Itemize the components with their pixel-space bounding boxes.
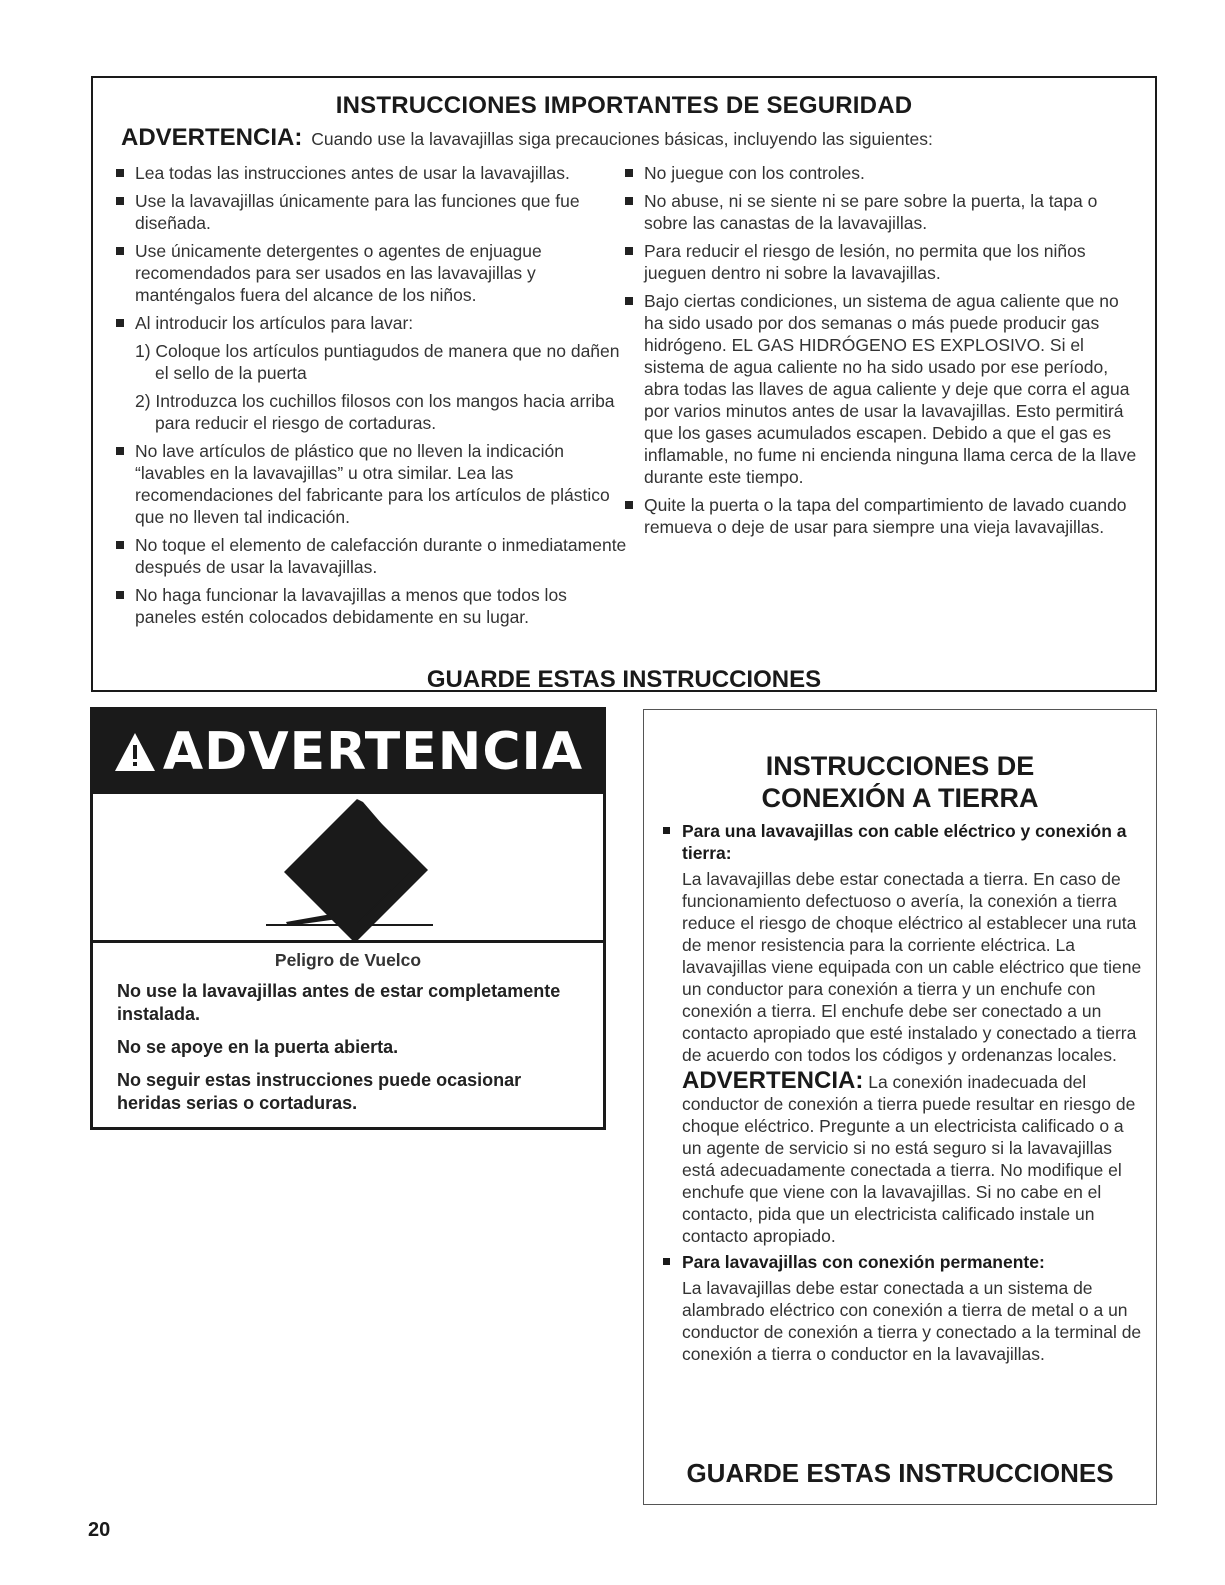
bullet-icon	[116, 541, 124, 549]
list-item: No lave artículos de plástico que no lleven la indicación “lavables en la lavavajillas” u otra similar. Lea las recomendaciones del fabricante para los artículos de plástico que no lleven tal indicación.	[113, 440, 633, 528]
list-item: Para reducir el riesgo de lesión, no permita que los niños jueguen dentro ni sobre la lavavajillas.	[622, 240, 1142, 284]
warning-line: No seguir estas instrucciones puede ocasionar heridas serias o cortaduras.	[117, 1070, 522, 1113]
warning-triangle-icon	[113, 730, 157, 774]
bullet-icon	[116, 447, 124, 455]
warning-figure	[93, 794, 603, 943]
list-item: No toque el elemento de calefacción durante o inmediatamente después de usar la lavavajillas.	[113, 534, 633, 578]
warning-header-text: ADVERTENCIA	[162, 722, 584, 782]
right-instruction-list	[622, 162, 1142, 544]
list-item: Quite la puerta o la tapa del compartimiento de lavado cuando remueva o deje de usar para siempre una vieja lavavajillas.	[622, 494, 1142, 538]
bullet-icon	[625, 501, 633, 509]
bullet-icon	[625, 169, 633, 177]
safety-title: INSTRUCCIONES IMPORTANTES DE SEGURIDAD	[335, 92, 913, 119]
grounding-subheading: Para lavavajillas con conexión permanente:	[660, 1251, 1146, 1273]
grounding-subheading: Para una lavavajillas con cable eléctrico y conexión a tierra:	[660, 820, 1146, 864]
warning-line: No se apoye en la puerta abierta.	[117, 1037, 399, 1057]
bullet-icon	[663, 827, 670, 834]
grounding-warning: ADVERTENCIA: La conexión inadecuada del conductor de conexión a tierra puede resultar en riesgo de choque eléctrico. Pregunte a un electricista calificado o a un agente de servicio si no está seguro si la lavavajillas está adecuadamente conectada a tierra. No modifique el enchufe que viene con la lavavajillas. Si no cabe en el contacto, pida que un electricista calificado instale un contacto apropiado.	[682, 1067, 1136, 1246]
save-instructions-heading: GUARDE ESTAS INSTRUCCIONES	[686, 1458, 1114, 1488]
warning-word: ADVERTENCIA:	[682, 1067, 864, 1094]
hazard-title: Peligro de Vuelco	[274, 950, 422, 970]
bullet-icon	[625, 297, 633, 305]
tip-over-warning-box	[90, 707, 606, 1130]
bullet-icon	[116, 197, 124, 205]
list-item: No haga funcionar la lavavajillas a menos que todos los paneles estén colocados debidamente en su lugar.	[113, 584, 633, 628]
list-item: Use la lavavajillas únicamente para las funciones que fue diseñada.	[113, 190, 633, 234]
bullet-icon	[116, 591, 124, 599]
list-item: Use únicamente detergentes o agentes de enjuague recomendados para ser usados en las lavavajillas y manténgalos fuera del alcance de los niños.	[113, 240, 633, 306]
bullet-icon	[116, 319, 124, 327]
tipping-dishwasher-icon	[93, 794, 603, 940]
warning-text	[117, 980, 587, 1125]
grounding-instructions-box	[643, 709, 1157, 1505]
bullet-icon	[663, 1258, 670, 1265]
save-instructions-heading: GUARDE ESTAS INSTRUCCIONES	[426, 666, 822, 693]
list-item: Lea todas las instrucciones antes de usar la lavavajillas.	[113, 162, 633, 184]
bullet-icon	[116, 247, 124, 255]
safety-instructions-box	[91, 76, 1157, 692]
grounding-title: INSTRUCCIONES DE CONEXIÓN A TIERRA	[761, 751, 1039, 813]
warning-word: ADVERTENCIA:	[121, 124, 303, 151]
warning-header	[93, 710, 603, 794]
intro-text: Cuando use la lavavajillas siga precauciones básicas, incluyendo las siguientes:	[311, 129, 933, 149]
list-item: Bajo ciertas condiciones, un sistema de agua caliente que no ha sido usado por dos semanas o más puede producir gas hidrógeno. EL GAS HIDRÓGENO ES EXPLOSIVO. Si el sistema de agua caliente no ha sido usado por ese período, abra todas las llaves de agua caliente y deje que corra el agua por varios minutos antes de usar la lavavajillas. Esto permitirá que los gases acumulados escapen. Debido a que el gas es inflamable, no fume ni encienda ninguna llama cerca de la llave durante este tiempo.	[622, 290, 1142, 488]
page-number: 20	[88, 1519, 111, 1541]
list-item: No abuse, ni se siente ni se pare sobre la puerta, la tapa o sobre las canastas de la lavavajillas.	[622, 190, 1142, 234]
sub-list-item: 1) Coloque los artículos puntiagudos de manera que no dañen el sello de la puerta	[135, 341, 620, 383]
warning-line: No use la lavavajillas antes de estar completamente instalada.	[117, 981, 561, 1024]
left-instruction-list	[113, 162, 633, 634]
bullet-icon	[116, 169, 124, 177]
grounding-paragraph: La lavavajillas debe estar conectada a un sistema de alambrado eléctrico con conexión a tierra de metal o a un conductor de conexión a tierra y conectado a la terminal de conexión a tierra o conductor en la lavavajillas.	[682, 1278, 1142, 1364]
grounding-content	[660, 820, 1146, 1369]
list-item: No juegue con los controles.	[622, 162, 1142, 184]
safety-intro	[121, 124, 933, 152]
sub-list-item: 2) Introduzca los cuchillos filosos con los mangos hacia arriba para reducir el riesgo de cortaduras.	[135, 391, 615, 433]
grounding-paragraph: La lavavajillas debe estar conectada a tierra. En caso de funcionamiento defectuoso o avería, la conexión a tierra reduce el riesgo de choque eléctrico al establecer una ruta de menor resistencia para la corriente eléctrica. La lavavajillas viene equipada con un cable eléctrico que tiene un conductor para conexión a tierra y un enchufe con conexión a tierra. El enchufe debe ser conectado a un contacto apropiado que esté instalado y conectado a tierra de acuerdo con todos los códigos y ordenanzas locales.	[682, 869, 1142, 1065]
bullet-icon	[625, 247, 633, 255]
bullet-icon	[625, 197, 633, 205]
list-item: Al introducir los artículos para lavar:	[113, 312, 633, 334]
